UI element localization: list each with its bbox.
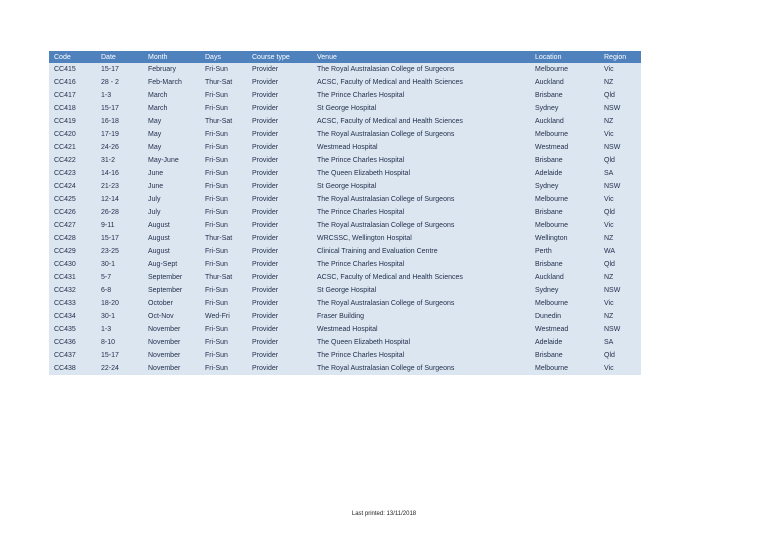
cell-code: CC438 (49, 362, 96, 375)
table-row (49, 336, 641, 349)
cell-location: Brisbane (530, 349, 599, 362)
cell-code: CC419 (49, 115, 96, 128)
cell-code: CC424 (49, 180, 96, 193)
cell-course-type: Provider (247, 141, 312, 154)
cell-venue: The Royal Australasian College of Surgeons (312, 297, 530, 310)
cell-month: September (143, 271, 200, 284)
cell-date: 18-20 (96, 297, 143, 310)
cell-region: NSW (599, 323, 641, 336)
cell-days: Fri-Sun (200, 141, 247, 154)
cell-region: Qld (599, 89, 641, 102)
cell-venue: Westmead Hospital (312, 141, 530, 154)
cell-date: 15-17 (96, 102, 143, 115)
cell-region: SA (599, 167, 641, 180)
cell-region: NZ (599, 232, 641, 245)
table-row (49, 141, 641, 154)
cell-location: Melbourne (530, 362, 599, 375)
cell-venue: Clinical Training and Evaluation Centre (312, 245, 530, 258)
cell-venue: Westmead Hospital (312, 323, 530, 336)
cell-location: Adelaide (530, 336, 599, 349)
cell-code: CC435 (49, 323, 96, 336)
cell-days: Fri-Sun (200, 284, 247, 297)
table-row (49, 219, 641, 232)
table-row (49, 349, 641, 362)
cell-days: Fri-Sun (200, 362, 247, 375)
table-row (49, 258, 641, 271)
cell-date: 12-14 (96, 193, 143, 206)
cell-month: November (143, 349, 200, 362)
cell-venue: St George Hospital (312, 284, 530, 297)
table-row (49, 245, 641, 258)
cell-venue: The Prince Charles Hospital (312, 258, 530, 271)
cell-date: 15-17 (96, 63, 143, 76)
cell-course-type: Provider (247, 206, 312, 219)
cell-month: November (143, 336, 200, 349)
column-header-venue: Venue (312, 51, 530, 63)
cell-location: Wellington (530, 232, 599, 245)
cell-month: August (143, 219, 200, 232)
cell-code: CC427 (49, 219, 96, 232)
table-row (49, 362, 641, 375)
cell-course-type: Provider (247, 245, 312, 258)
cell-location: Dunedin (530, 310, 599, 323)
cell-course-type: Provider (247, 115, 312, 128)
cell-date: 21-23 (96, 180, 143, 193)
cell-course-type: Provider (247, 336, 312, 349)
cell-code: CC428 (49, 232, 96, 245)
cell-location: Westmead (530, 323, 599, 336)
cell-month: Feb-March (143, 76, 200, 89)
cell-venue: The Prince Charles Hospital (312, 349, 530, 362)
column-header-month: Month (143, 51, 200, 63)
cell-date: 9-11 (96, 219, 143, 232)
cell-days: Thur-Sat (200, 76, 247, 89)
cell-location: Melbourne (530, 193, 599, 206)
cell-month: Oct-Nov (143, 310, 200, 323)
cell-location: Sydney (530, 102, 599, 115)
cell-course-type: Provider (247, 271, 312, 284)
cell-course-type: Provider (247, 128, 312, 141)
cell-region: NSW (599, 180, 641, 193)
table-row (49, 167, 641, 180)
table-row (49, 323, 641, 336)
cell-code: CC437 (49, 349, 96, 362)
cell-days: Thur-Sat (200, 232, 247, 245)
cell-date: 15-17 (96, 349, 143, 362)
cell-region: NZ (599, 310, 641, 323)
cell-course-type: Provider (247, 232, 312, 245)
cell-month: March (143, 89, 200, 102)
cell-venue: The Queen Elizabeth Hospital (312, 167, 530, 180)
cell-date: 22-24 (96, 362, 143, 375)
cell-course-type: Provider (247, 349, 312, 362)
cell-region: Vic (599, 297, 641, 310)
cell-days: Fri-Sun (200, 102, 247, 115)
cell-region: NSW (599, 141, 641, 154)
cell-month: November (143, 323, 200, 336)
cell-days: Fri-Sun (200, 258, 247, 271)
cell-venue: The Queen Elizabeth Hospital (312, 336, 530, 349)
cell-course-type: Provider (247, 310, 312, 323)
cell-code: CC431 (49, 271, 96, 284)
cell-date: 8-10 (96, 336, 143, 349)
cell-days: Fri-Sun (200, 154, 247, 167)
cell-venue: The Royal Australasian College of Surgeons (312, 219, 530, 232)
cell-location: Auckland (530, 76, 599, 89)
cell-region: Vic (599, 128, 641, 141)
cell-location: Sydney (530, 180, 599, 193)
cell-region: Vic (599, 219, 641, 232)
table-row (49, 297, 641, 310)
cell-code: CC434 (49, 310, 96, 323)
cell-date: 5-7 (96, 271, 143, 284)
cell-venue: The Royal Australasian College of Surgeons (312, 63, 530, 76)
column-header-course-type: Course type (247, 51, 312, 63)
cell-days: Fri-Sun (200, 206, 247, 219)
cell-region: NSW (599, 102, 641, 115)
cell-days: Fri-Sun (200, 349, 247, 362)
cell-region: Vic (599, 362, 641, 375)
cell-location: Sydney (530, 284, 599, 297)
cell-date: 16-18 (96, 115, 143, 128)
cell-venue: The Prince Charles Hospital (312, 206, 530, 219)
cell-venue: The Prince Charles Hospital (312, 89, 530, 102)
table-body (49, 63, 641, 375)
cell-month: June (143, 167, 200, 180)
cell-month: February (143, 63, 200, 76)
cell-course-type: Provider (247, 193, 312, 206)
cell-region: NZ (599, 76, 641, 89)
cell-location: Brisbane (530, 154, 599, 167)
cell-region: Qld (599, 154, 641, 167)
cell-month: July (143, 206, 200, 219)
cell-month: June (143, 180, 200, 193)
cell-date: 26-28 (96, 206, 143, 219)
column-header-location: Location (530, 51, 599, 63)
table-row (49, 284, 641, 297)
cell-month: July (143, 193, 200, 206)
cell-code: CC426 (49, 206, 96, 219)
table-row (49, 63, 641, 76)
cell-region: Vic (599, 63, 641, 76)
cell-course-type: Provider (247, 63, 312, 76)
cell-location: Brisbane (530, 258, 599, 271)
cell-month: August (143, 232, 200, 245)
cell-date: 30-1 (96, 258, 143, 271)
cell-month: November (143, 362, 200, 375)
cell-region: Vic (599, 193, 641, 206)
cell-days: Fri-Sun (200, 63, 247, 76)
cell-region: WA (599, 245, 641, 258)
cell-course-type: Provider (247, 180, 312, 193)
cell-venue: Fraser Building (312, 310, 530, 323)
cell-code: CC418 (49, 102, 96, 115)
cell-days: Thur-Sat (200, 115, 247, 128)
cell-location: Melbourne (530, 297, 599, 310)
cell-days: Wed-Fri (200, 310, 247, 323)
cell-days: Fri-Sun (200, 180, 247, 193)
cell-region: Qld (599, 349, 641, 362)
cell-venue: ACSC, Faculty of Medical and Health Sciences (312, 115, 530, 128)
cell-region: SA (599, 336, 641, 349)
cell-venue: The Prince Charles Hospital (312, 154, 530, 167)
table-header (49, 51, 641, 63)
cell-course-type: Provider (247, 362, 312, 375)
cell-location: Melbourne (530, 128, 599, 141)
cell-location: Auckland (530, 271, 599, 284)
cell-location: Perth (530, 245, 599, 258)
cell-month: September (143, 284, 200, 297)
cell-venue: St George Hospital (312, 180, 530, 193)
table-row (49, 128, 641, 141)
cell-month: May (143, 115, 200, 128)
table-row (49, 271, 641, 284)
cell-location: Brisbane (530, 206, 599, 219)
cell-location: Brisbane (530, 89, 599, 102)
cell-region: Qld (599, 258, 641, 271)
cell-date: 31-2 (96, 154, 143, 167)
cell-days: Thur-Sat (200, 271, 247, 284)
cell-course-type: Provider (247, 284, 312, 297)
cell-location: Adelaide (530, 167, 599, 180)
cell-course-type: Provider (247, 89, 312, 102)
table-row (49, 232, 641, 245)
cell-venue: St George Hospital (312, 102, 530, 115)
course-schedule-table (49, 51, 641, 375)
cell-month: October (143, 297, 200, 310)
cell-days: Fri-Sun (200, 336, 247, 349)
cell-venue: ACSC, Faculty of Medical and Health Sciences (312, 76, 530, 89)
cell-code: CC433 (49, 297, 96, 310)
table-row (49, 154, 641, 167)
cell-date: 1-3 (96, 323, 143, 336)
cell-code: CC416 (49, 76, 96, 89)
cell-date: 28 - 2 (96, 76, 143, 89)
table-row (49, 115, 641, 128)
table-row (49, 180, 641, 193)
cell-course-type: Provider (247, 154, 312, 167)
cell-region: NSW (599, 284, 641, 297)
cell-code: CC421 (49, 141, 96, 154)
table-row (49, 310, 641, 323)
cell-days: Fri-Sun (200, 128, 247, 141)
cell-location: Auckland (530, 115, 599, 128)
cell-course-type: Provider (247, 297, 312, 310)
cell-venue: The Royal Australasian College of Surgeons (312, 128, 530, 141)
cell-location: Melbourne (530, 219, 599, 232)
column-header-code: Code (49, 51, 96, 63)
cell-date: 24-26 (96, 141, 143, 154)
table-row (49, 89, 641, 102)
cell-month: August (143, 245, 200, 258)
cell-days: Fri-Sun (200, 323, 247, 336)
cell-venue: ACSC, Faculty of Medical and Health Sciences (312, 271, 530, 284)
cell-days: Fri-Sun (200, 167, 247, 180)
cell-code: CC420 (49, 128, 96, 141)
cell-code: CC422 (49, 154, 96, 167)
cell-course-type: Provider (247, 258, 312, 271)
cell-date: 6-8 (96, 284, 143, 297)
cell-month: May (143, 128, 200, 141)
cell-course-type: Provider (247, 76, 312, 89)
cell-course-type: Provider (247, 167, 312, 180)
cell-venue: The Royal Australasian College of Surgeons (312, 193, 530, 206)
cell-code: CC417 (49, 89, 96, 102)
table-row (49, 206, 641, 219)
cell-month: May-June (143, 154, 200, 167)
cell-course-type: Provider (247, 102, 312, 115)
cell-location: Melbourne (530, 63, 599, 76)
cell-code: CC430 (49, 258, 96, 271)
cell-venue: WRCSSC, Wellington Hospital (312, 232, 530, 245)
cell-month: March (143, 102, 200, 115)
cell-region: NZ (599, 271, 641, 284)
cell-days: Fri-Sun (200, 89, 247, 102)
cell-region: NZ (599, 115, 641, 128)
cell-code: CC432 (49, 284, 96, 297)
cell-month: Aug-Sept (143, 258, 200, 271)
cell-code: CC415 (49, 63, 96, 76)
cell-days: Fri-Sun (200, 219, 247, 232)
cell-course-type: Provider (247, 219, 312, 232)
cell-date: 14-16 (96, 167, 143, 180)
cell-days: Fri-Sun (200, 193, 247, 206)
cell-code: CC425 (49, 193, 96, 206)
column-header-date: Date (96, 51, 143, 63)
cell-date: 30-1 (96, 310, 143, 323)
cell-code: CC436 (49, 336, 96, 349)
cell-region: Qld (599, 206, 641, 219)
cell-date: 15-17 (96, 232, 143, 245)
cell-venue: The Royal Australasian College of Surgeons (312, 362, 530, 375)
cell-date: 23-25 (96, 245, 143, 258)
cell-code: CC423 (49, 167, 96, 180)
table-row (49, 193, 641, 206)
table-row (49, 76, 641, 89)
table-row (49, 102, 641, 115)
cell-days: Fri-Sun (200, 297, 247, 310)
cell-course-type: Provider (247, 323, 312, 336)
cell-date: 17-19 (96, 128, 143, 141)
cell-location: Westmead (530, 141, 599, 154)
course-schedule-table-wrapper (49, 51, 641, 375)
cell-month: May (143, 141, 200, 154)
column-header-days: Days (200, 51, 247, 63)
last-printed-footer: Last printed: 13/11/2018 (351, 511, 417, 517)
column-header-region: Region (599, 51, 641, 63)
cell-date: 1-3 (96, 89, 143, 102)
header-row (49, 51, 641, 63)
cell-days: Fri-Sun (200, 245, 247, 258)
cell-code: CC429 (49, 245, 96, 258)
